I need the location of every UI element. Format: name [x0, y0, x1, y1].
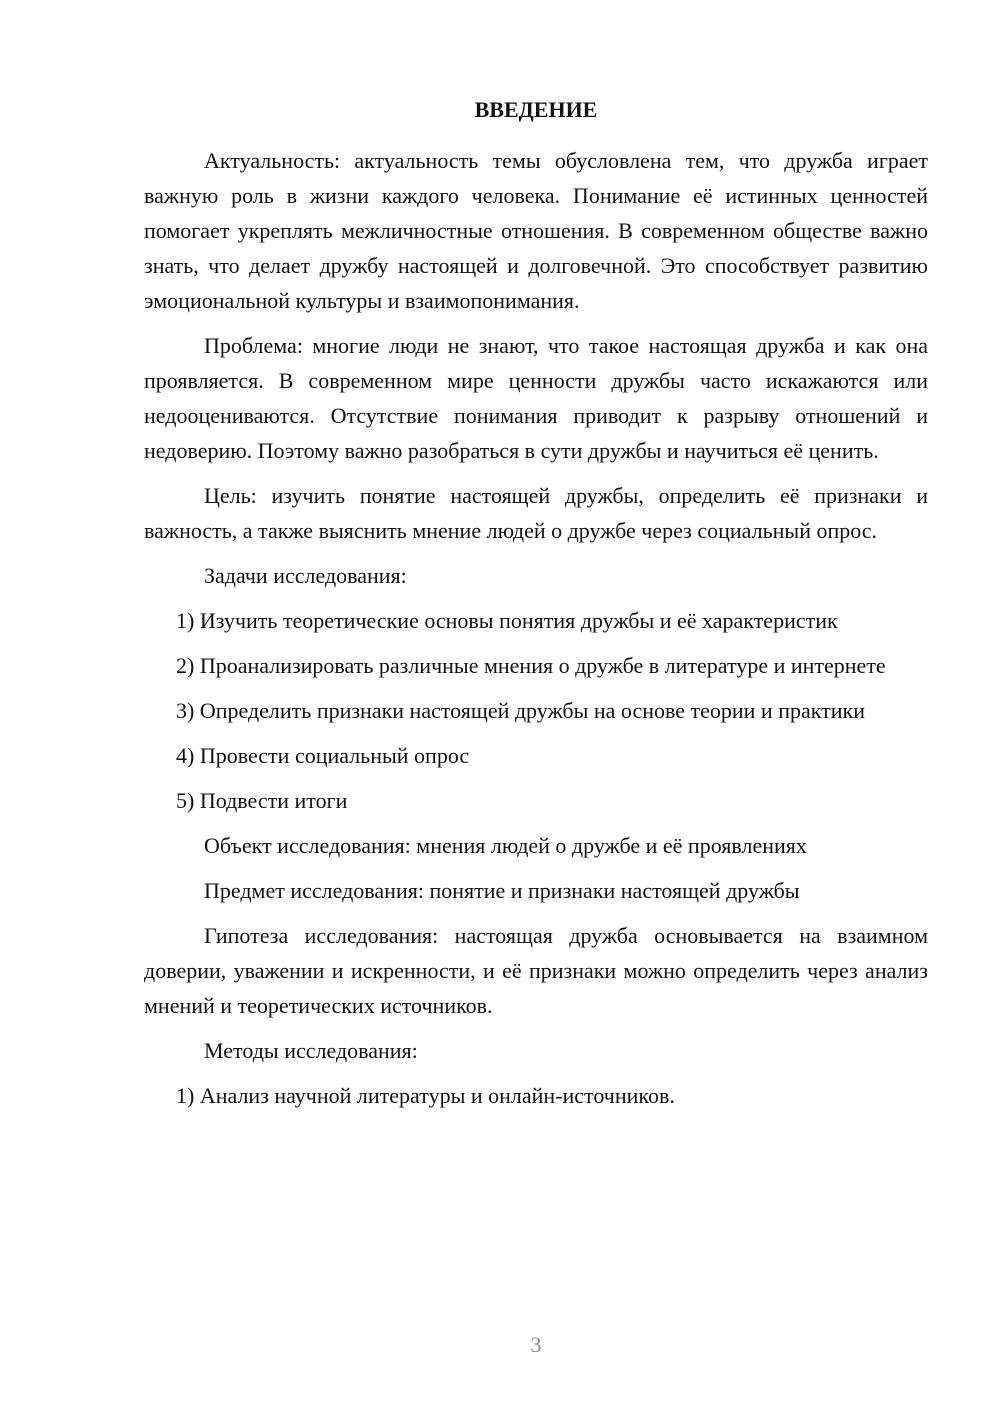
paragraph-hypothesis: Гипотеза исследования: настоящая дружба основывается на взаимном доверии, уважении и искренности, и её признаки можно определить через анализ мнений и теоретических источников. — [144, 923, 928, 1018]
paragraph-subject: Предмет исследования: понятие и признаки настоящей дружбы — [204, 878, 800, 903]
task-item-4: 4) Провести социальный опрос — [176, 743, 470, 768]
task-item-1: 1) Изучить теоретические основы понятия дружбы и её характеристик — [176, 608, 838, 633]
paragraph-goal: Цель: изучить понятие настоящей дружбы, определить её признаки и важность, а также выяснить мнение людей о дружбе через социальный опрос. — [144, 483, 928, 543]
paragraph-problem: Проблема: многие люди не знают, что такое настоящая дружба и как она проявляется. В современном мире ценности дружбы часто искажаются или недооцениваются. Отсутствие понимания приводит к разрыву отношений и недоверию. Поэтому важно разобраться в сути дружбы и научиться её ценить. — [144, 333, 928, 463]
paragraph-relevance: Актуальность: актуальность темы обусловлена тем, что дружба играет важную роль в жизни каждого человека. Понимание её истинных ценностей помогает укреплять межличностные отношения. В современном обществе важно знать, что делает дружбу настоящей и долговечной. Это способствует развитию эмоциональной культуры и взаимопонимания. — [144, 148, 928, 313]
task-item-5: 5) Подвести итоги — [176, 788, 348, 813]
methods-title: Методы исследования: — [204, 1038, 418, 1063]
page-content — [144, 95, 928, 1123]
page-number: 3 — [530, 1332, 542, 1357]
task-item-2: 2) Проанализировать различные мнения о дружбе в литературе и интернете — [176, 653, 886, 678]
tasks-title: Задачи исследования: — [204, 563, 407, 588]
method-item-1: 1) Анализ научной литературы и онлайн-источников. — [176, 1083, 675, 1108]
task-item-3: 3) Определить признаки настоящей дружбы на основе теории и практики — [176, 698, 865, 723]
section-heading: ВВЕДЕНИЕ — [474, 97, 598, 122]
paragraph-object: Объект исследования: мнения людей о дружбе и её проявлениях — [204, 833, 807, 858]
